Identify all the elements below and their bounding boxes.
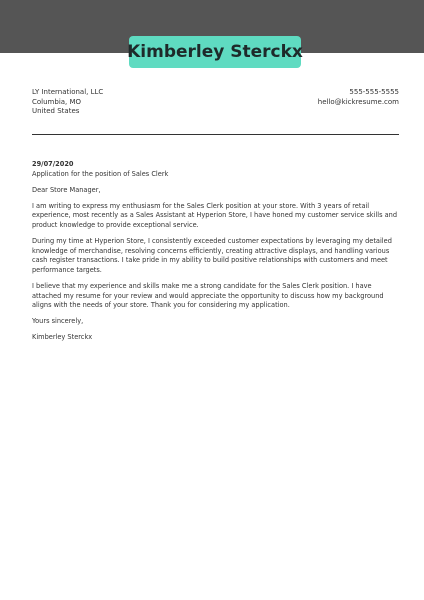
letter-body [32, 160, 400, 349]
signature: Kimberley Sterckx [32, 333, 93, 342]
sender-city: Columbia, MO [32, 97, 82, 106]
header-divider [32, 134, 399, 135]
paragraph-1: I am writing to express my enthusiasm for the Sales Clerk position at your store. With 3 years of retail experience, most recently as a Sales Assistant at Hyperion Store, I have honed my customer service skills and product knowledge to provide exceptional service. [32, 201, 398, 229]
email-address[interactable]: hello@kickresume.com [317, 97, 399, 106]
phone-number: 555-555-5555 [349, 88, 399, 96]
letter-subject: Application for the position of Sales Clerk [32, 169, 169, 178]
contact-info [318, 88, 399, 107]
closing: Yours sincerely, [32, 317, 84, 326]
salutation: Dear Store Manager, [32, 185, 101, 194]
letter-date: 29/07/2020 [32, 160, 74, 168]
applicant-name: Kimberley Sterckx [127, 42, 303, 62]
sender-country: United States [32, 107, 80, 115]
paragraph-3: I believe that my experience and skills make me a strong candidate for the Sales Clerk position. I have attached my resume for your review and would appreciate the opportunity to discuss how my background aligns with the needs of your store. Thank you for considering my application. [32, 281, 384, 310]
name-badge [129, 36, 301, 68]
sender-company: LY International, LLC [32, 88, 104, 96]
paragraph-2: During my time at Hyperion Store, I consistently exceeded customer expectations by leveraging my detailed knowledge of merchandise, resolving concerns efficiently, creating attractive displays, and handling various cash register transactions. I take pride in my ability to build positive relationships with customers and meet performance targets. [32, 237, 392, 274]
sender-address [32, 88, 103, 117]
